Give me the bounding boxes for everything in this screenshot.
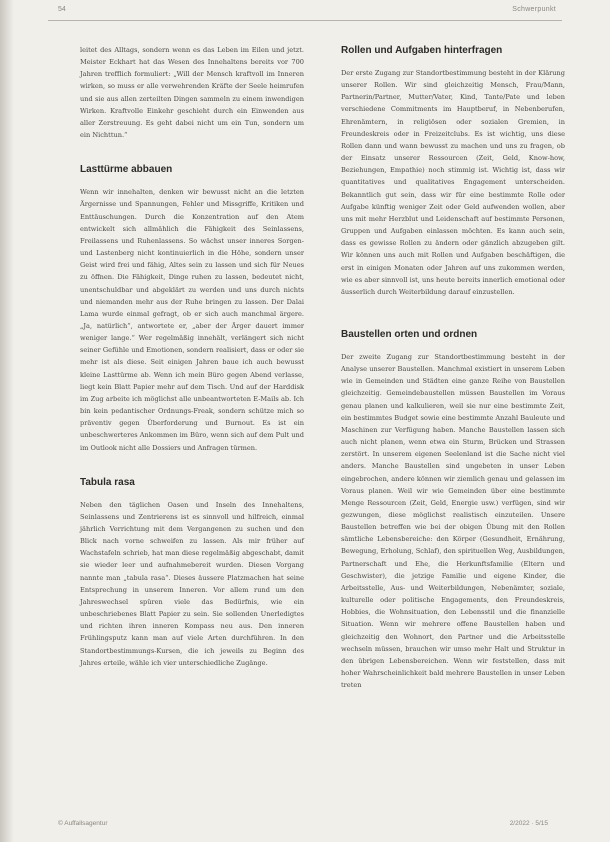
paragraph-tabula-rasa: Neben den täglichen Oasen und Inseln des Innehaltens, Seinlassens und Zentrierens ist es sinnvoll und hilfreich, einmal jährlich Verrichtung mit dem Vergangenen zu suchen und den Blick nach vorne schweifen zu lassen. Als mir früher auf Wachstafeln schrieb, hat man diese regelmäßig abgeschabt, damit sie wieder leer und aufnahmebereit wurden. Diesen Vorgang nannte man „tabula rasa“. Dieses äussere Platzmachen hat seine Entsprechung in unserem Inneren. Vor allem rund um den Jahreswechsel spüren viele das Bedürfnis, wie ein unbeschriebenes Blatt Papier zu sein. Sie sollenden Unerledigtes und richten ihren inneren Kompass neu aus. Den inneren Frühlingsputz kann man auf viele Arten durchführen. In den Standortbestimmungs-Kursen, die ich jeweils zu Beginn des Jahres erteile, wähle ich vier unterschiedliche Zugänge.: [80, 500, 304, 667]
intro-paragraph: leitet des Alltags, sondern wenn es das Leben im Eilen und jetzt. Meister Eckhart hat das Wesen des Innehaltens bereits vor 700 Jahren trefflich formuliert: „Will der Mensch kraftvoll im Inneren wirken, so muss er alle verwehrenden Kräfte der Seele heimrufen und sie aus allen zerteilten Dingen sammeln zu einem inwendigen Wirken. Kraftvolle Einkehr geschieht durch ein Einwenden aus aller Zerstreuung. Es geht dabei nicht um ein Tun, sondern um ein Nichttun.“: [80, 46, 304, 140]
right-column: [341, 44, 565, 691]
page-number: 54: [58, 6, 66, 13]
heading-rollen: Rollen und Aufgaben hinterfragen: [341, 45, 503, 56]
section-label: Schwerpunkt: [512, 6, 556, 13]
footer-issue: 2/2022 · 5/15: [509, 820, 548, 827]
page-footer: [48, 818, 562, 842]
paragraph-baustellen: Der zweite Zugang zur Standortbestimmung besteht in der Analyse unserer Baustellen. Manchmal existiert in unserem Leben wie in Gemeinden und Städten eine ganze Reihe von Baustellen gleichzeitig. Gemeindebaustellen müssen Baustellen im Voraus genau planen und kalkulieren, weil sie nur eine bestimmte Zeit, ein bestimmtes Budget sowie eine bestimmte Anzahl Bauleute und Maschinen zur Verfügung haben. Manche Baustellen lassen sich auch nicht planen, wenn etwa ein Sturm, Brücken und Strassen zerstört. In unserem eigenen Seelenland ist die Sache nicht viel anders. Manche Baustellen sind ungebeten in unser Leben eingebrochen, andere können wir ziemlich genau und gelassen im Voraus planen. Weil wir wie Gemeinden über eine bestimmte Menge Ressourcen (Zeit, Geld, Energie usw.) verfügen, sind wir gezwungen, diese möglichst realistisch einzuteilen. Unsere Baustellen betreffen wie bei der obigen Übung mit den Rollen sämtliche Lebensbereiche: den Körper (Gesundheit, Ernährung, Bewegung, Erholung, Schlaf), den spirituellen Weg, Ausbildungen, Partnerschaft und Ehe, die Herkunftsfamilie (Eltern und Geschwister), die jetzige Familie und eigene Kinder, die Arbeitsstelle, Aus- und Weiterbildungen, Nebenämter, soziale, kulturelle oder politische Engagements, den Freundeskreis, Hobbies, die Wohnsituation, den Lebensstil und die finanzielle Situation. Wenn wir mehrere offene Baustellen haben und gleichzeitig den Wohnort, den Partner und die Arbeitsstelle wechseln müssen, brauchen wir umso mehr Halt und Struktur in den übrigen Lebensbereichen. Wenn wir feststellen, dass mit hoher Wahrscheinlichkeit bald mehrere Baustellen in unser Leben treten: [341, 352, 565, 690]
page-header: [48, 0, 562, 21]
heading-lasttuerme: Lasttürme abbauen: [80, 164, 173, 176]
heading-baustellen: Baustellen orten und ordnen: [341, 328, 478, 340]
left-column: [80, 44, 304, 669]
paragraph-lasttuerme: Wenn wir innehalten, denken wir bewusst nicht an die letzten Ärgernisse und Spannungen, Fehler und Missgriffe, Kritiken und Enttäuschungen. Durch die Konzentration auf den Atem entwickelt sich allmählich die Fähigkeit des Seinlassens, Freilassens und Ruhenlassens. So wächst unser inneres Sorgen- und Lastenberg nicht kontinuierlich in die Höhe, sondern unser Geist wird frei und fähig, Altes sein zu lassen und sich für Neues zu öffnen. Die Fähigkeit, Dinge ruhen zu lassen, bedeutet nicht, unentschuldbar und abgeklärt zu werden und uns durch nichts und niemanden mehr aus der Ruhe bringen zu lassen. Der Dalai Lama wurde einmal gefragt, ob er sich auch manchmal ärgere. „Ja, natürlich“, antwortete er, „aber der Ärger dauert immer weniger lange.“ Wer regelmäßig innehält, verlängert sich nicht seiner Gefühle und Emotionen, sondern realisiert, dass er oder sie mehr ist als diese. Seit einigen Jahren baue ich auch bewusst kleine Lasttürme ab. Wenn ich mein Büro gegen Abend verlasse, liegt kein Blatt Papier mehr auf dem Tisch. Und auf der Harddisk im Zug arbeite ich möglichst alle unbeantworteten E-Mails ab. Ich bin kein pedantischer Ordnungs-Freak, sondern schütze mich so präventiv gegen Überforderung und Burnout. Es ist ein unbeschwerteres Ankommen im Büro, wenn sich auf dem Pult und im Outlook nicht alle Dossiers und Anfragen türmen.: [80, 188, 304, 452]
footer-publisher: © Auffallsagentur: [58, 820, 108, 827]
heading-tabula-rasa: Tabula rasa: [80, 476, 135, 488]
page-shadow: [0, 0, 14, 842]
paragraph-rollen: Der erste Zugang zur Standortbestimmung besteht in der Klärung unserer Rollen. Wir sind gleichzeitig Mensch, Frau/Mann, Partnerin/Partner, Mutter/Vater, Kind, Tante/Pate und leben verschiedene Commitments im Hauptberuf, in Nebenberufen, Ehrenämtern, in religiösen oder sozialen Gremien, in Freundeskreis oder in Freizeitclubs. Es ist wichtig, uns diese Rollen dann und wann bewusst zu machen und uns zu fragen, ob der Einsatz unserer Ressourcen (Zeit, Geld, Know-how, Beziehungen, Empathie) noch stimmig ist. Wichtig ist, dass wir quantitatives und qualitatives Engagement unterscheiden. Bekanntlich gut sein, dass wir für eine bestimmte Rolle oder Aufgabe künftig weniger Zeit oder Geld aufwenden wollen, aber uns mit mehr Herzblut und Leidenschaft auf bestimmte Personen, Gruppen und Aufgaben einlassen möchten. Es kann auch sein, dass es gewisse Rollen zu ändern oder gänzlich abzugeben gilt. Wir können uns auch mit Rollen und Aufgaben beschäftigen, die erst in einigen Monaten oder Jahren auf uns zukommen werden, wie es aber sinnvoll ist, uns heute bereits innerlich emotional oder äusserlich durch Weiterbildung darauf einzustellen.: [341, 69, 565, 296]
